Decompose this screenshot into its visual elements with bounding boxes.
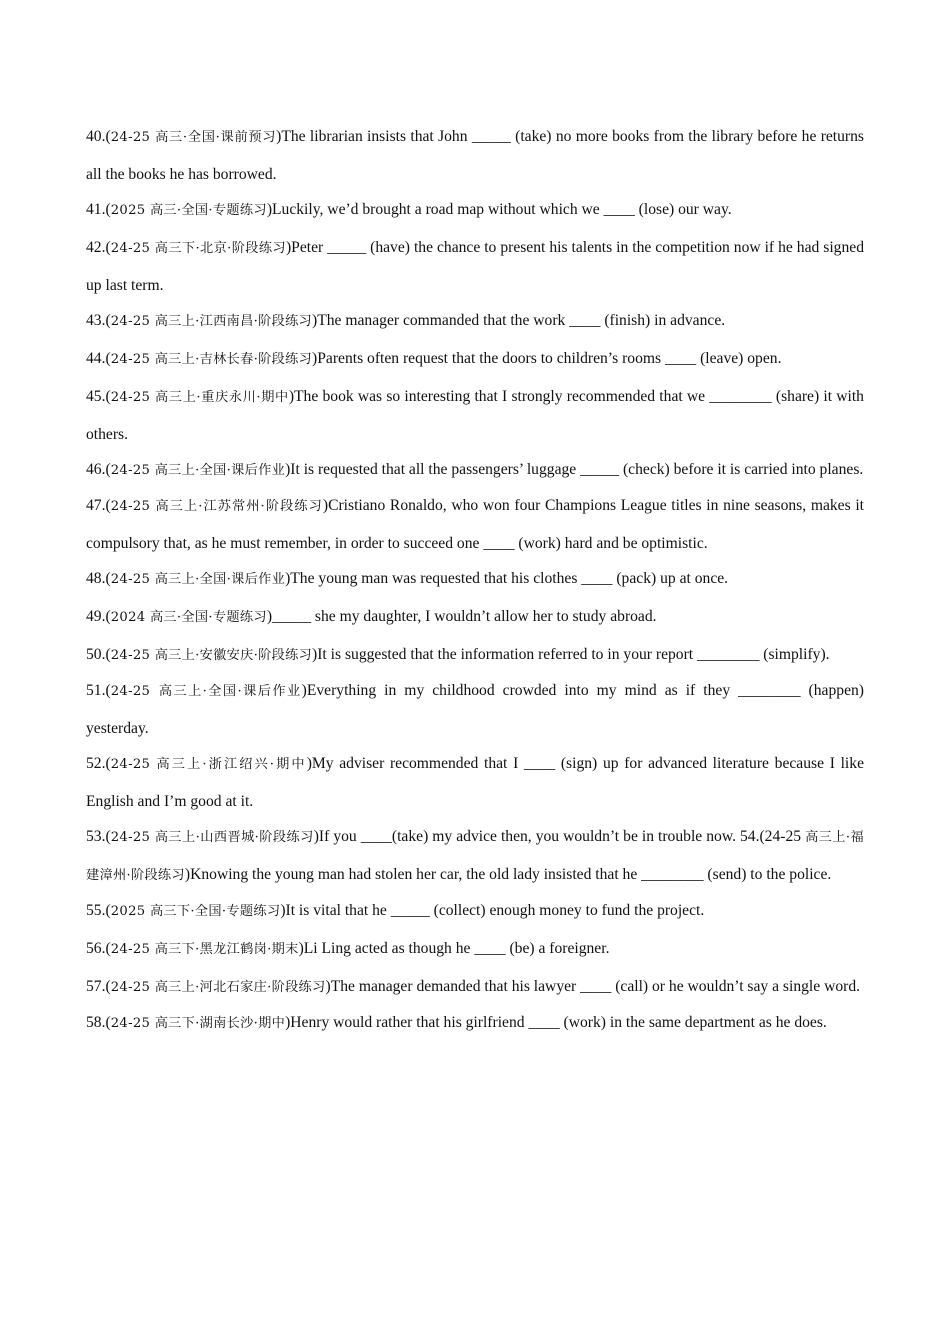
question-source: 24-25 高三上·全国·课后作业: [110, 463, 286, 478]
question-45: 45.(24-25 高三上·重庆永川·期中)The book was so interesting that I strongly recommended that we ________ (share) it with others.: [86, 388, 864, 443]
question-text: )Knowing the young man had stolen her car, the old lady insisted that he ________ (send) to the police.: [184, 866, 832, 883]
question-text: )The book was so interesting that I strongly recommended that we ________ (share) it with others.: [86, 388, 864, 443]
question-text: )Henry would rather that his girlfriend ____ (work) in the same department as he does.: [285, 1014, 827, 1031]
question-58: 58.(24-25 高三下·湖南长沙·期中)Henry would rather that his girlfriend ____ (work) in the same department as he does.: [86, 1014, 827, 1031]
question-46: 46.(24-25 高三上·全国·课后作业)It is requested that all the passengers’ luggage _____ (check) before it is carried into planes.: [86, 461, 864, 478]
question-43: 43.(24-25 高三上·江西南昌·阶段练习)The manager commanded that the work ____ (finish) in advance.: [86, 312, 726, 329]
question-source: 24-25 高三上·江西南昌·阶段练习: [110, 314, 313, 329]
question-53-54: 53.(24-25 高三上·山西晋城·阶段练习)If you ____(take) my advice then, you wouldn’t be in trouble now. 54.(24-25 高三上·福建漳州·阶段练习)Knowing the young man had stolen her car, the old lady insisted that he ________ (send) to the police.: [86, 828, 864, 883]
question-source: 24-25 高三下·北京·阶段练习: [110, 241, 286, 256]
question-44: 44.(24-25 高三上·吉林长春·阶段练习)Parents often request that the doors to children’s rooms ____ (leave) open.: [86, 350, 782, 367]
question-text: )Cristiano Ronaldo, who won four Champions League titles in nine seasons, makes it compulsory that, as he must remember, in order to succeed one ____ (work) hard and be optimistic.: [86, 497, 864, 552]
question-text: )Luckily, we’d brought a road map without which we ____ (lose) our way.: [266, 201, 732, 218]
question-42: 42.(24-25 高三下·北京·阶段练习)Peter _____ (have) the chance to present his talents in the competition now if he had signed up last term.: [86, 239, 864, 294]
question-text: )Parents often request that the doors to children’s rooms ____ (leave) open.: [312, 350, 782, 367]
question-text: )_____ she my daughter, I wouldn’t allow her to study abroad.: [266, 608, 657, 625]
question-text: )It is suggested that the information referred to in your report ________ (simplify).: [312, 646, 830, 663]
question-source: 24-25 高三·全国·课前预习: [110, 130, 277, 145]
question-source: 2024 高三·全国·专题练习: [110, 610, 267, 625]
question-source: 24-25 高三上·浙江绍兴·期中: [110, 757, 307, 772]
question-51: 51.(24-25 高三上·全国·课后作业)Everything in my childhood crowded into my mind as if they ________ (happen) yesterday.: [86, 682, 864, 737]
question-source: 高三上·福建漳州·阶段练习: [86, 830, 864, 883]
question-47: 47.(24-25 高三上·江苏常州·阶段练习)Cristiano Ronaldo, who won four Champions League titles in nine seasons, makes it compulsory that, as he must remember, in order to succeed one ____ (work) hard and be optimistic.: [86, 497, 864, 552]
question-text: )Everything in my childhood crowded into my mind as if they ________ (happen) yesterday.: [86, 682, 864, 737]
exercise-page: [86, 118, 864, 1040]
question-48: 48.(24-25 高三上·全国·课后作业)The young man was requested that his clothes ____ (pack) up at once.: [86, 570, 729, 587]
question-40: 40.(24-25 高三·全国·课前预习)The librarian insists that John _____ (take) no more books from the library before he returns all the books he has borrowed.: [86, 128, 864, 183]
question-source: 24-25 高三上·河北石家庄·阶段练习: [110, 980, 326, 995]
question-text: )Peter _____ (have) the chance to present his talents in the competition now if he had signed up last term.: [86, 239, 864, 294]
question-text: )The librarian insists that John _____ (take) no more books from the library before he returns all the books he has borrowed.: [86, 128, 864, 183]
question-text: )If you ____(take) my advice then, you wouldn’t be in trouble now. 54.(24-25: [313, 828, 806, 845]
question-text: )The manager demanded that his lawyer ____ (call) or he wouldn’t say a single word.: [325, 978, 861, 995]
question-text: )Li Ling acted as though he ____ (be) a foreigner.: [298, 940, 610, 957]
question-56: 56.(24-25 高三下·黑龙江鹤岗·期末)Li Ling acted as though he ____ (be) a foreigner.: [86, 940, 610, 957]
question-source: 2025 高三下·全国·专题练习: [110, 904, 281, 919]
question-source: 24-25 高三下·湖南长沙·期中: [110, 1016, 286, 1031]
question-source: 2025 高三·全国·专题练习: [110, 203, 267, 218]
question-text: )The young man was requested that his clothes ____ (pack) up at once.: [285, 570, 729, 587]
question-source: 24-25 高三上·吉林长春·阶段练习: [110, 352, 313, 367]
question-text: )It is vital that he _____ (collect) enough money to fund the project.: [280, 902, 705, 919]
question-52: 52.(24-25 高三上·浙江绍兴·期中)My adviser recommended that I ____ (sign) up for advanced literature because I like English and I’m good at it.: [86, 755, 864, 810]
question-41: 41.(2025 高三·全国·专题练习)Luckily, we’d brought a road map without which we ____ (lose) our way.: [86, 201, 732, 218]
question-text: )My adviser recommended that I ____ (sign) up for advanced literature because I like English and I’m good at it.: [86, 755, 864, 810]
question-source: 24-25 高三下·黑龙江鹤岗·期末: [110, 942, 299, 957]
question-49: 49.(2024 高三·全国·专题练习)_____ she my daughter, I wouldn’t allow her to study abroad.: [86, 608, 657, 625]
question-55: 55.(2025 高三下·全国·专题练习)It is vital that he _____ (collect) enough money to fund the project.: [86, 902, 705, 919]
question-text: )It is requested that all the passengers’ luggage _____ (check) before it is carried into planes.: [285, 461, 864, 478]
question-source: 24-25 高三上·江苏常州·阶段练习: [110, 499, 323, 514]
question-source: 24-25 高三上·全国·课后作业: [110, 572, 286, 587]
question-source: 24-25 高三上·安徽安庆·阶段练习: [110, 648, 313, 663]
question-source: 24-25 高三上·全国·课后作业: [110, 684, 302, 699]
question-source: 24-25 高三上·山西晋城·阶段练习: [110, 830, 314, 845]
question-source: 24-25 高三上·重庆永川·期中: [110, 390, 289, 405]
question-57: 57.(24-25 高三上·河北石家庄·阶段练习)The manager demanded that his lawyer ____ (call) or he wouldn’t say a single word.: [86, 978, 861, 995]
question-text: )The manager commanded that the work ____ (finish) in advance.: [312, 312, 726, 329]
question-50: 50.(24-25 高三上·安徽安庆·阶段练习)It is suggested that the information referred to in your report ________ (simplify).: [86, 646, 830, 663]
